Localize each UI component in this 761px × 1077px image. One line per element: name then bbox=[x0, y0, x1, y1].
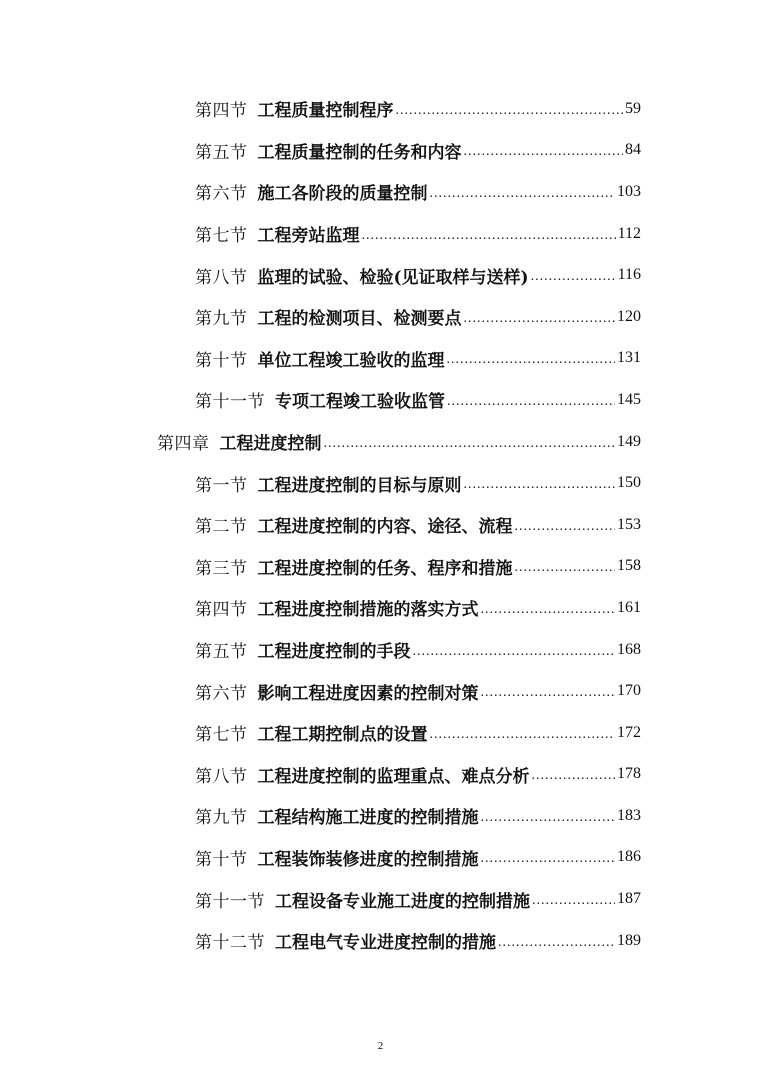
toc-dot-leader bbox=[396, 99, 624, 119]
toc-entry-page: 168 bbox=[617, 640, 641, 658]
toc-entry-page: 178 bbox=[617, 765, 641, 783]
toc-entry-page: 116 bbox=[617, 266, 641, 284]
toc-entry-title: 工程设备专业施工进度的控制措施 bbox=[275, 891, 530, 912]
toc-entry-label: 第四节 bbox=[195, 101, 248, 122]
toc-entry-label: 第十一节 bbox=[195, 891, 265, 912]
toc-entry-page: 161 bbox=[617, 598, 641, 616]
toc-entry-label: 第六节 bbox=[195, 184, 248, 205]
toc-entry-page: 187 bbox=[617, 890, 641, 908]
toc-entry-title: 工程进度控制的内容、途径、流程 bbox=[257, 517, 513, 538]
toc-entry[interactable] bbox=[195, 379, 641, 421]
toc-entry-label: 第十节 bbox=[195, 849, 248, 870]
toc-entry[interactable] bbox=[195, 878, 641, 920]
toc-entry-label: 第十一节 bbox=[195, 392, 265, 413]
toc-entry-label: 第七节 bbox=[195, 725, 248, 746]
toc-dot-leader bbox=[531, 265, 616, 285]
toc-dot-leader bbox=[498, 931, 615, 951]
toc-entry-page: 131 bbox=[617, 349, 641, 367]
toc-entry-label: 第八节 bbox=[195, 766, 248, 787]
toc-dot-leader bbox=[464, 307, 616, 327]
toc-dot-leader bbox=[447, 348, 616, 368]
toc-entry[interactable] bbox=[195, 213, 641, 255]
toc-entry-label: 第六节 bbox=[195, 683, 248, 704]
toc-dot-leader bbox=[464, 140, 624, 160]
toc-entry-label: 第七节 bbox=[195, 226, 248, 247]
toc-entry-title: 工程装饰装修进度的控制措施 bbox=[257, 849, 479, 870]
toc-dot-leader bbox=[430, 723, 616, 743]
toc-entry-label: 第三节 bbox=[195, 558, 248, 579]
toc-dot-leader bbox=[515, 556, 616, 576]
toc-dot-leader bbox=[447, 390, 615, 410]
toc-entry-label: 第十节 bbox=[195, 350, 248, 371]
toc-entry-title: 单位工程竣工验收的监理 bbox=[257, 350, 445, 371]
toc-entry-page: 149 bbox=[617, 432, 641, 450]
toc-entry-label: 第二节 bbox=[195, 517, 248, 538]
toc-chapter-entry[interactable] bbox=[157, 421, 641, 463]
toc-entry-title: 专项工程竣工验收监管 bbox=[275, 392, 445, 413]
toc-entry-title: 工程的检测项目、检测要点 bbox=[257, 309, 462, 330]
toc-entry-page: 84 bbox=[625, 141, 641, 159]
toc-entry-page: 183 bbox=[617, 806, 641, 824]
toc-entry-page: 153 bbox=[617, 515, 641, 533]
toc-entry-page: 59 bbox=[625, 99, 641, 117]
toc-dot-leader bbox=[532, 764, 616, 784]
toc-entry-page: 158 bbox=[617, 557, 641, 575]
toc-entry[interactable] bbox=[195, 254, 641, 296]
toc-entry-page: 120 bbox=[617, 307, 641, 325]
toc-entry-title: 工程进度控制 bbox=[219, 434, 322, 455]
toc-entry[interactable] bbox=[195, 462, 641, 504]
toc-dot-leader bbox=[481, 847, 616, 867]
toc-entry[interactable] bbox=[195, 712, 641, 754]
toc-entry-page: 186 bbox=[617, 848, 641, 866]
toc-entry-page: 103 bbox=[617, 182, 641, 200]
toc-entry-page: 170 bbox=[617, 682, 641, 700]
toc-entry-title: 工程电气专业进度控制的措施 bbox=[275, 933, 496, 954]
toc-entry-title: 工程质量控制的任务和内容 bbox=[257, 142, 462, 163]
toc-entry[interactable] bbox=[195, 546, 641, 588]
toc-entry-title: 工程进度控制措施的落实方式 bbox=[257, 600, 479, 621]
toc-entry-title: 工程进度控制的任务、程序和措施 bbox=[257, 558, 513, 579]
toc-dot-leader bbox=[324, 432, 616, 452]
toc-entry-page: 145 bbox=[617, 390, 641, 408]
toc-entry[interactable] bbox=[195, 795, 641, 837]
toc-entry[interactable] bbox=[195, 837, 641, 879]
page-number: 2 bbox=[377, 1040, 384, 1052]
toc-entry[interactable] bbox=[195, 670, 641, 712]
toc-entry-label: 第五节 bbox=[195, 142, 248, 163]
toc-entry[interactable] bbox=[195, 296, 641, 338]
toc-dot-leader bbox=[515, 515, 616, 535]
toc-entry-title: 影响工程进度因素的控制对策 bbox=[257, 683, 479, 704]
toc-dot-leader bbox=[464, 473, 616, 493]
toc-entry-label: 第九节 bbox=[195, 808, 248, 829]
toc-entry-page: 172 bbox=[617, 723, 641, 741]
toc-entry-title: 施工各阶段的质量控制 bbox=[257, 184, 428, 205]
toc-dot-leader bbox=[532, 889, 615, 909]
table-of-contents bbox=[0, 88, 761, 961]
toc-entry[interactable] bbox=[195, 338, 641, 380]
toc-entry-page: 112 bbox=[617, 224, 641, 242]
toc-entry[interactable] bbox=[195, 629, 641, 671]
toc-entry-label: 第九节 bbox=[195, 309, 248, 330]
toc-dot-leader bbox=[362, 224, 616, 244]
toc-entry-page: 150 bbox=[617, 474, 641, 492]
toc-entry-title: 工程旁站监理 bbox=[257, 226, 360, 247]
toc-dot-leader bbox=[481, 681, 616, 701]
toc-dot-leader bbox=[481, 598, 616, 618]
toc-entry-label: 第十二节 bbox=[195, 933, 265, 954]
toc-entry-title: 工程进度控制的手段 bbox=[257, 642, 411, 663]
toc-entry[interactable] bbox=[195, 88, 641, 130]
toc-entry[interactable] bbox=[195, 171, 641, 213]
toc-entry-label: 第五节 bbox=[195, 642, 248, 663]
toc-entry[interactable] bbox=[195, 504, 641, 546]
toc-entry[interactable] bbox=[195, 920, 641, 962]
toc-entry-label: 第四章 bbox=[157, 434, 210, 455]
toc-entry-label: 第八节 bbox=[195, 267, 248, 288]
toc-entry[interactable] bbox=[195, 754, 641, 796]
toc-dot-leader bbox=[413, 640, 616, 660]
toc-dot-leader bbox=[481, 806, 616, 826]
toc-entry-title: 工程工期控制点的设置 bbox=[257, 725, 428, 746]
toc-entry-title: 工程质量控制程序 bbox=[257, 101, 394, 122]
toc-entry-title: 工程进度控制的目标与原则 bbox=[257, 475, 462, 496]
toc-entry-label: 第一节 bbox=[195, 475, 248, 496]
toc-entry-title: 监理的试验、检验(见证取样与送样) bbox=[257, 267, 529, 288]
toc-dot-leader bbox=[430, 182, 616, 202]
toc-entry[interactable] bbox=[195, 130, 641, 172]
toc-entry-title: 工程进度控制的监理重点、难点分析 bbox=[257, 766, 530, 787]
toc-entry[interactable] bbox=[195, 587, 641, 629]
toc-entry-title: 工程结构施工进度的控制措施 bbox=[257, 808, 479, 829]
toc-entry-label: 第四节 bbox=[195, 600, 248, 621]
toc-entry-page: 189 bbox=[617, 931, 641, 949]
